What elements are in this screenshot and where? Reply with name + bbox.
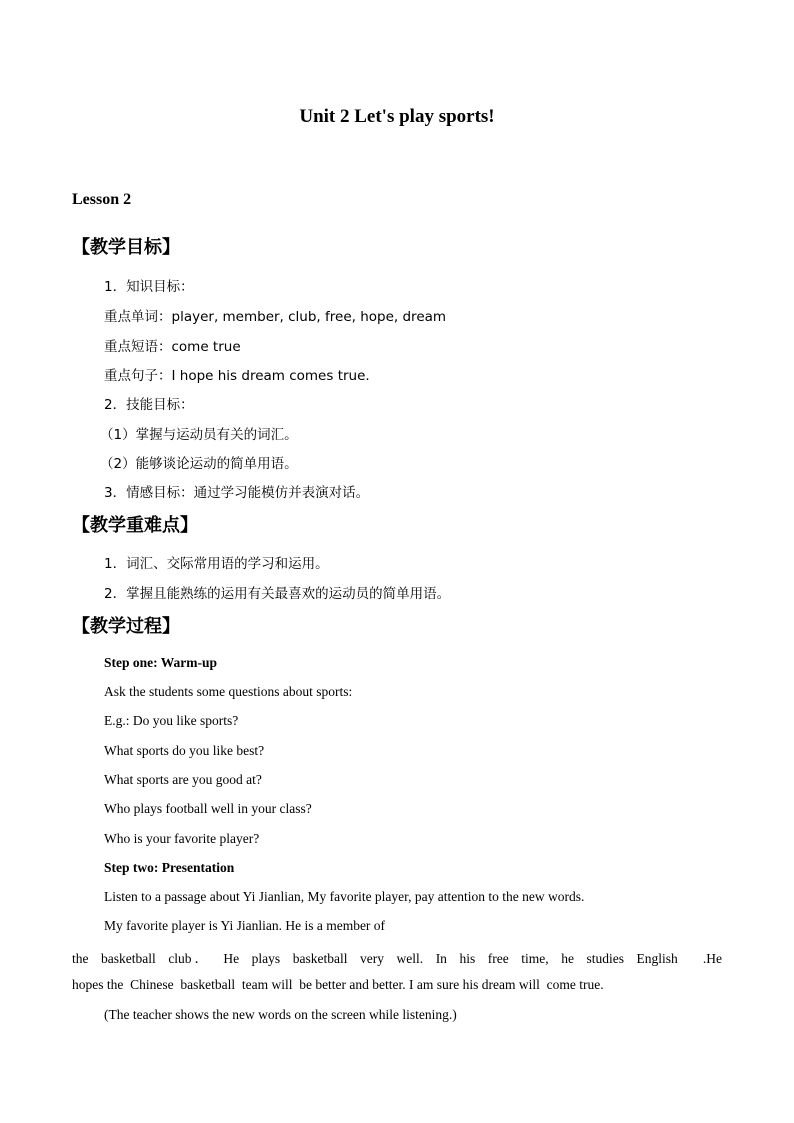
key-point-line: 2．掌握且能熟练的运用有关最喜欢的运动员的简单用语。 xyxy=(104,586,451,602)
presentation-line: My favorite player is Yi Jianlian. He is a member of xyxy=(104,918,386,933)
objective-line: 2．技能目标： xyxy=(104,397,194,413)
warmup-line: What sports do you like best? xyxy=(104,743,265,758)
step-two-heading: Step two: Presentation xyxy=(104,860,235,875)
objective-line: （1）掌握与运动员有关的词汇。 xyxy=(100,427,298,443)
warmup-line: Who is your favorite player? xyxy=(104,831,260,846)
objective-line: （2）能够谈论运动的简单用语。 xyxy=(100,456,298,472)
warmup-line: What sports are you good at? xyxy=(104,772,262,787)
section-heading-objectives: 【教学目标】 xyxy=(72,237,180,258)
section-heading-process: 【教学过程】 xyxy=(72,616,180,637)
warmup-line: E.g.: Do you like sports? xyxy=(104,713,239,728)
warmup-line: Who plays football well in your class? xyxy=(104,801,312,816)
presentation-line: Listen to a passage about Yi Jianlian, My favorite player, pay attention to the new words. xyxy=(104,889,585,904)
objective-line: 3．情感目标：通过学习能模仿并表演对话。 xyxy=(104,485,370,501)
objective-line: 1．知识目标： xyxy=(104,279,194,295)
passage-line: the basketball club． He plays basketball very well. In his free time, he studies English .He xyxy=(72,951,722,966)
passage-line: hopes the Chinese basketball team will be better and better. I am sure his dream will come true. xyxy=(72,977,604,992)
objective-line: 重点单词：player, member, club, free, hope, dream xyxy=(104,309,447,325)
warmup-line: Ask the students some questions about sports: xyxy=(104,684,353,699)
page-title: Unit 2 Let's play sports! xyxy=(299,106,495,127)
key-point-line: 1．词汇、交际常用语的学习和运用。 xyxy=(104,556,329,572)
step-one-heading: Step one: Warm-up xyxy=(104,655,218,670)
teacher-note: (The teacher shows the new words on the screen while listening.) xyxy=(104,1007,457,1022)
objective-line: 重点短语：come true xyxy=(104,339,241,355)
lesson-heading: Lesson 2 xyxy=(72,191,132,208)
section-heading-key-points: 【教学重难点】 xyxy=(72,515,198,536)
objective-line: 重点句子：I hope his dream comes true. xyxy=(104,368,370,384)
